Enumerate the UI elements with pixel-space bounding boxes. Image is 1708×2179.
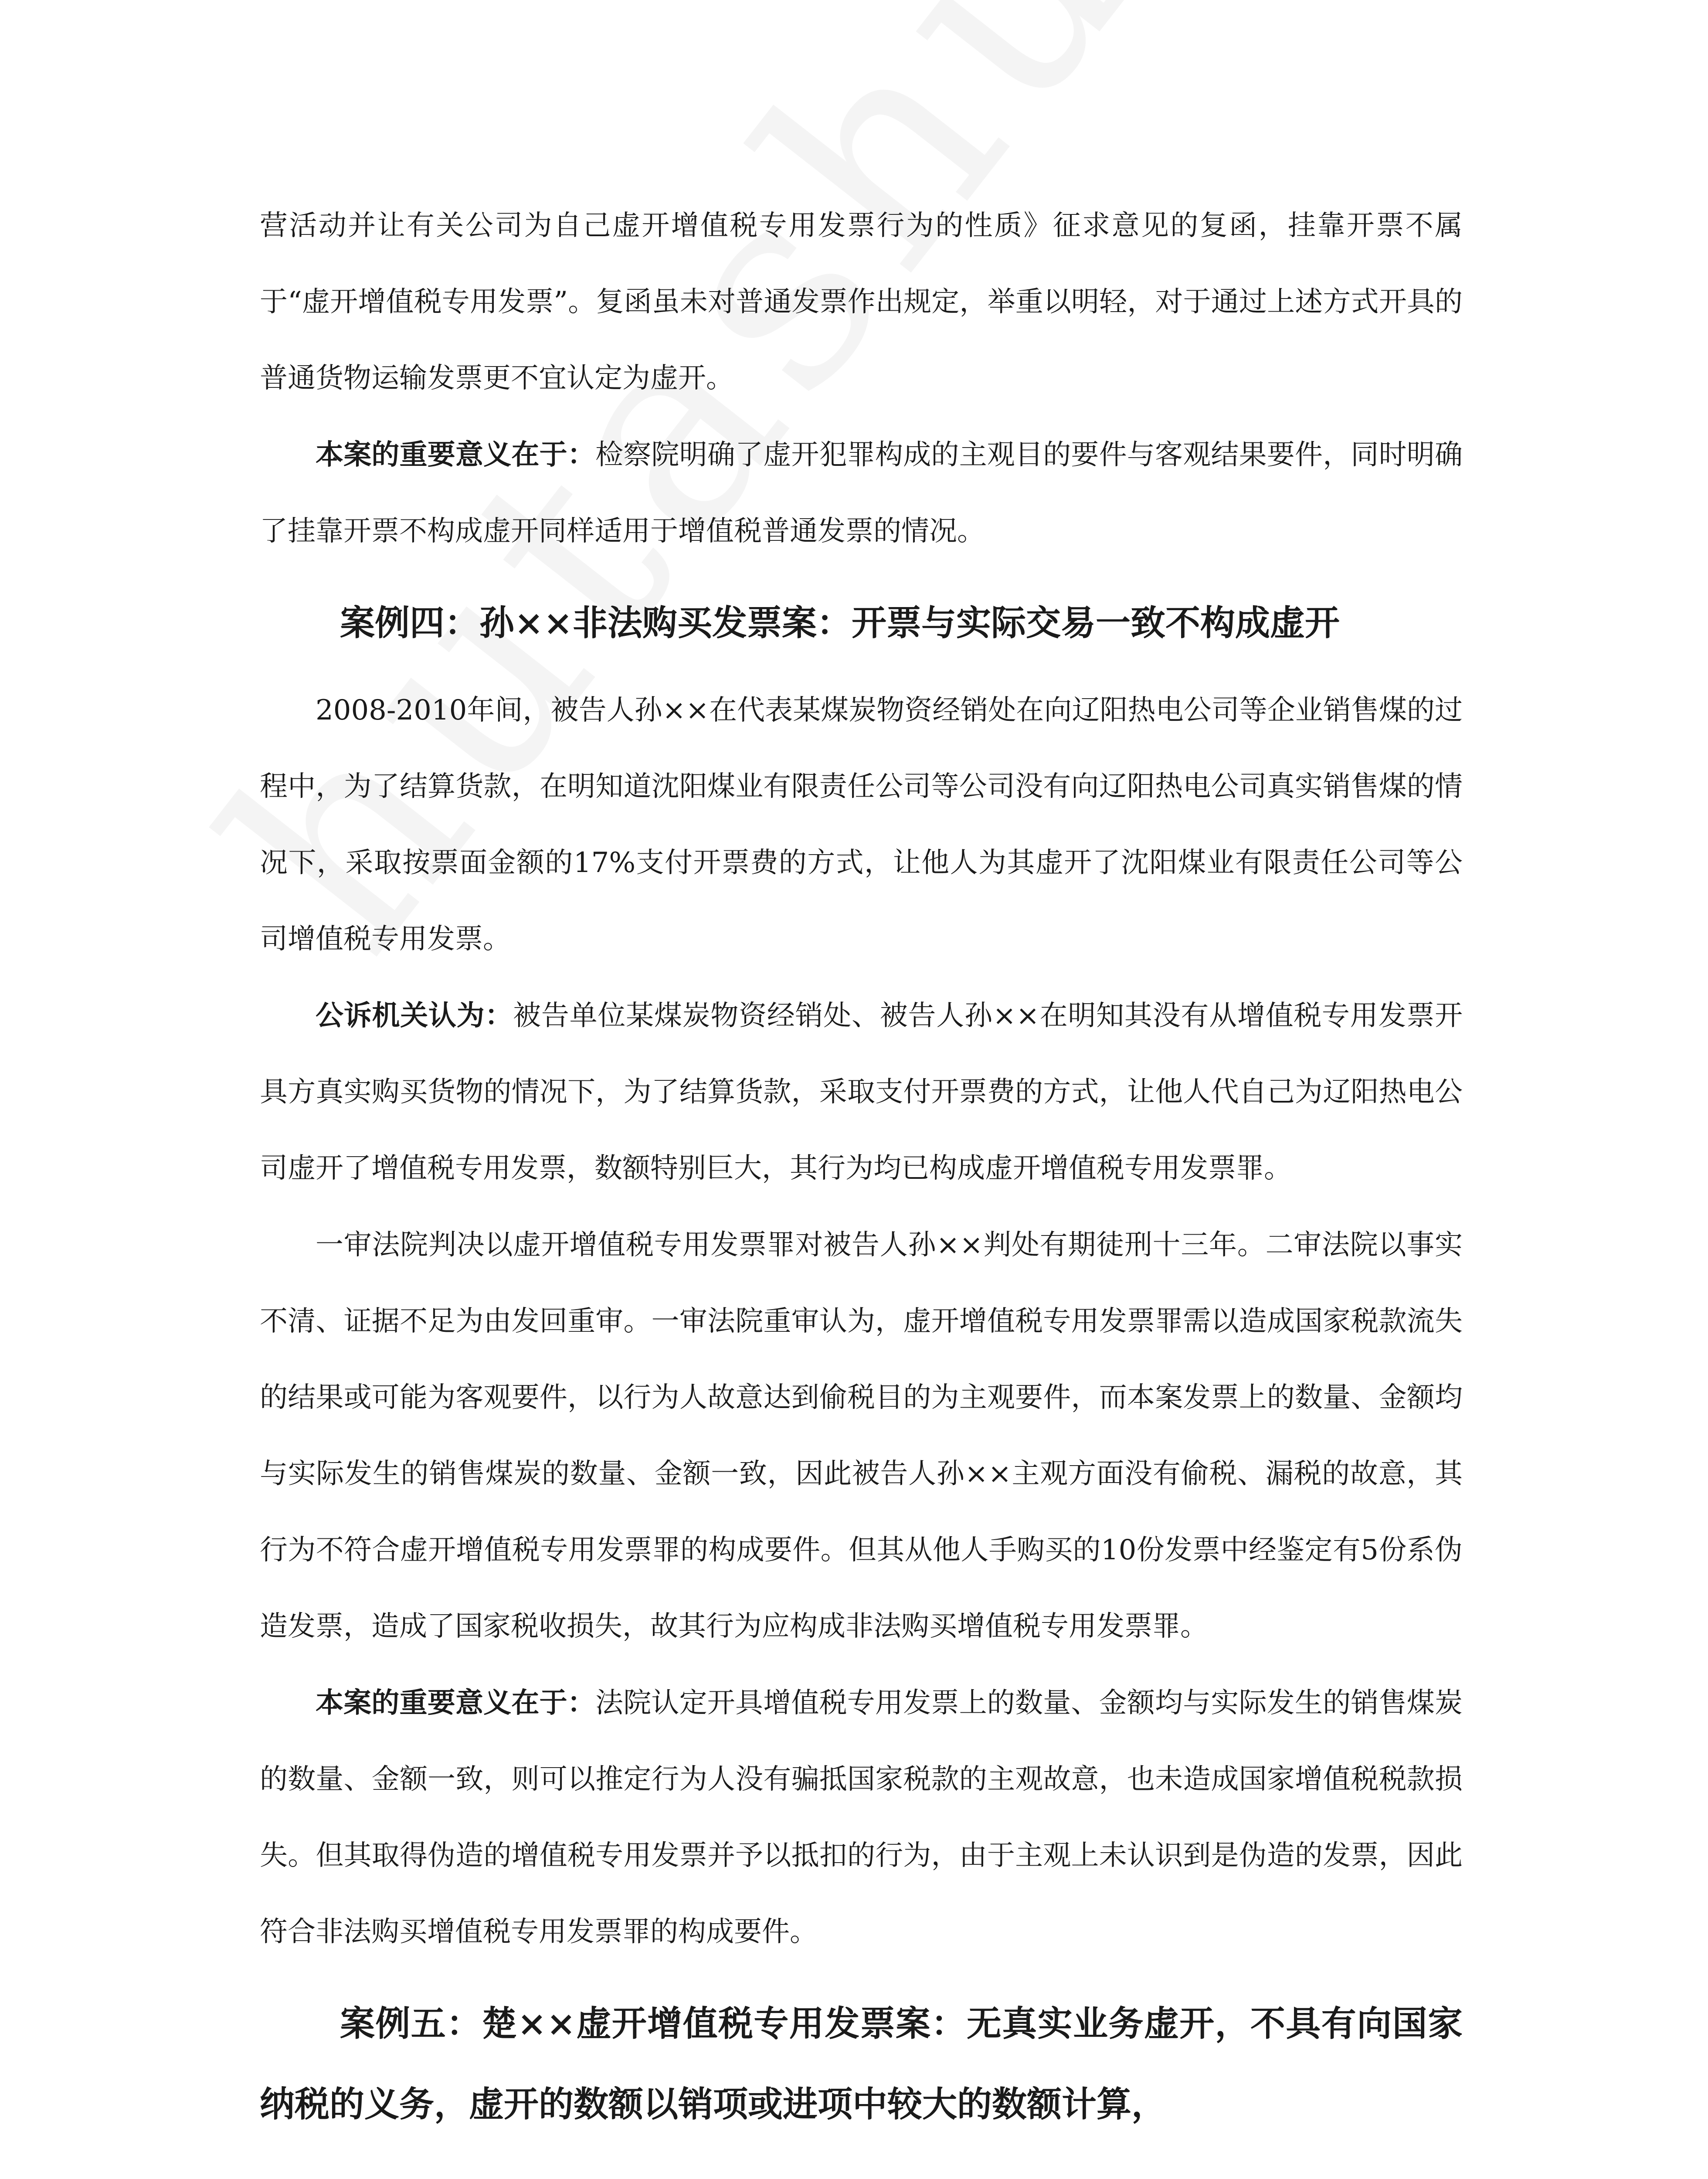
paragraph — [260, 1207, 1463, 1665]
paragraph-lead: 本案的重要意义在于： — [316, 1687, 595, 1719]
paragraph-text: 法院认定开具增值税专用发票上的数量、金额均与实际发生的销售煤炭的数量、金额一致，则可以推定行为人没有骗抵国家税款的主观故意，也未造成国家增值税税款损失。但其取得伪造的增值税专用发票并予以抵扣的行为，由于主观上未认识到是伪造的发票，因此符合非法购买增值税专用发票罪的构成要件。 — [260, 1687, 1463, 1948]
paragraph-text: 一审法院判决以虚开增值税专用发票罪对被告人孙××判处有期徒刑十三年。二审法院以事实不清、证据不足为由发回重审。一审法院重审认为，虚开增值税专用发票罪需以造成国家税款流失的结果或可能为客观要件，以行为人故意达到偷税目的为主观要件，而本案发票上的数量、金额均与实际发生的销售煤炭的数量、金额一致，因此被告人孙××主观方面没有偷税、漏税的故意，其行为不符合虚开增值税专用发票罪的构成要件。但其从他人手购买的10份发票中经鉴定有5份系伪造发票，造成了国家税收损失，故其行为应构成非法购买增值税专用发票罪。 — [260, 1229, 1463, 1643]
case-heading: 案例五：楚××虚开增值税专用发票案：无真实业务虚开，不具有向国家纳税的义务，虚开的数额以销项或进项中较大的数额计算， — [260, 2003, 1463, 2125]
paragraph — [260, 977, 1463, 1207]
paragraph-lead: 本案的重要意义在于： — [316, 438, 595, 471]
paragraph-text: 被告单位某煤炭物资经销处、被告人孙××在明知其没有从增值税专用发票开具方真实购买货物的情况下，为了结算货款，采取支付开票费的方式，让他人代自己为辽阳热电公司虚开了增值税专用发票，数额特别巨大，其行为均已构成虚开增值税专用发票罪。 — [260, 1000, 1463, 1185]
paragraph — [260, 417, 1463, 570]
case-heading: 案例四：孙××非法购买发票案：开票与实际交易一致不构成虚开 — [340, 602, 1340, 643]
paragraph-text: 2008-2010年间，被告人孙××在代表某煤炭物资经销处在向辽阳热电公司等企业销售煤的过程中，为了结算货款，在明知道沈阳煤业有限责任公司等公司没有向辽阳热电公司真实销售煤的情况下，采取按票面金额的17%支付开票费的方式，让他人为其虚开了沈阳煤业有限责任公司等公司增值税专用发票。 — [260, 694, 1463, 955]
paragraph — [260, 672, 1463, 977]
paragraph-text: 营活动并让有关公司为自己虚开增值税专用发票行为的性质》征求意见的复函，挂靠开票不属于“虚开增值税专用发票”。复函虽未对普通发票作出规定，举重以明轻，对于通过上述方式开具的普通货物运输发票更不宜认定为虚开。 — [260, 210, 1463, 394]
paragraph-lead: 公诉机关认为： — [316, 999, 513, 1032]
paragraph — [260, 1665, 1463, 1970]
document-body — [260, 187, 1463, 2153]
paragraph — [260, 187, 1463, 417]
paragraph-text: 检察院明确了虚开犯罪构成的主观目的要件与客观结果要件，同时明确了挂靠开票不构成虚开同样适用于增值税普通发票的情况。 — [260, 439, 1463, 547]
